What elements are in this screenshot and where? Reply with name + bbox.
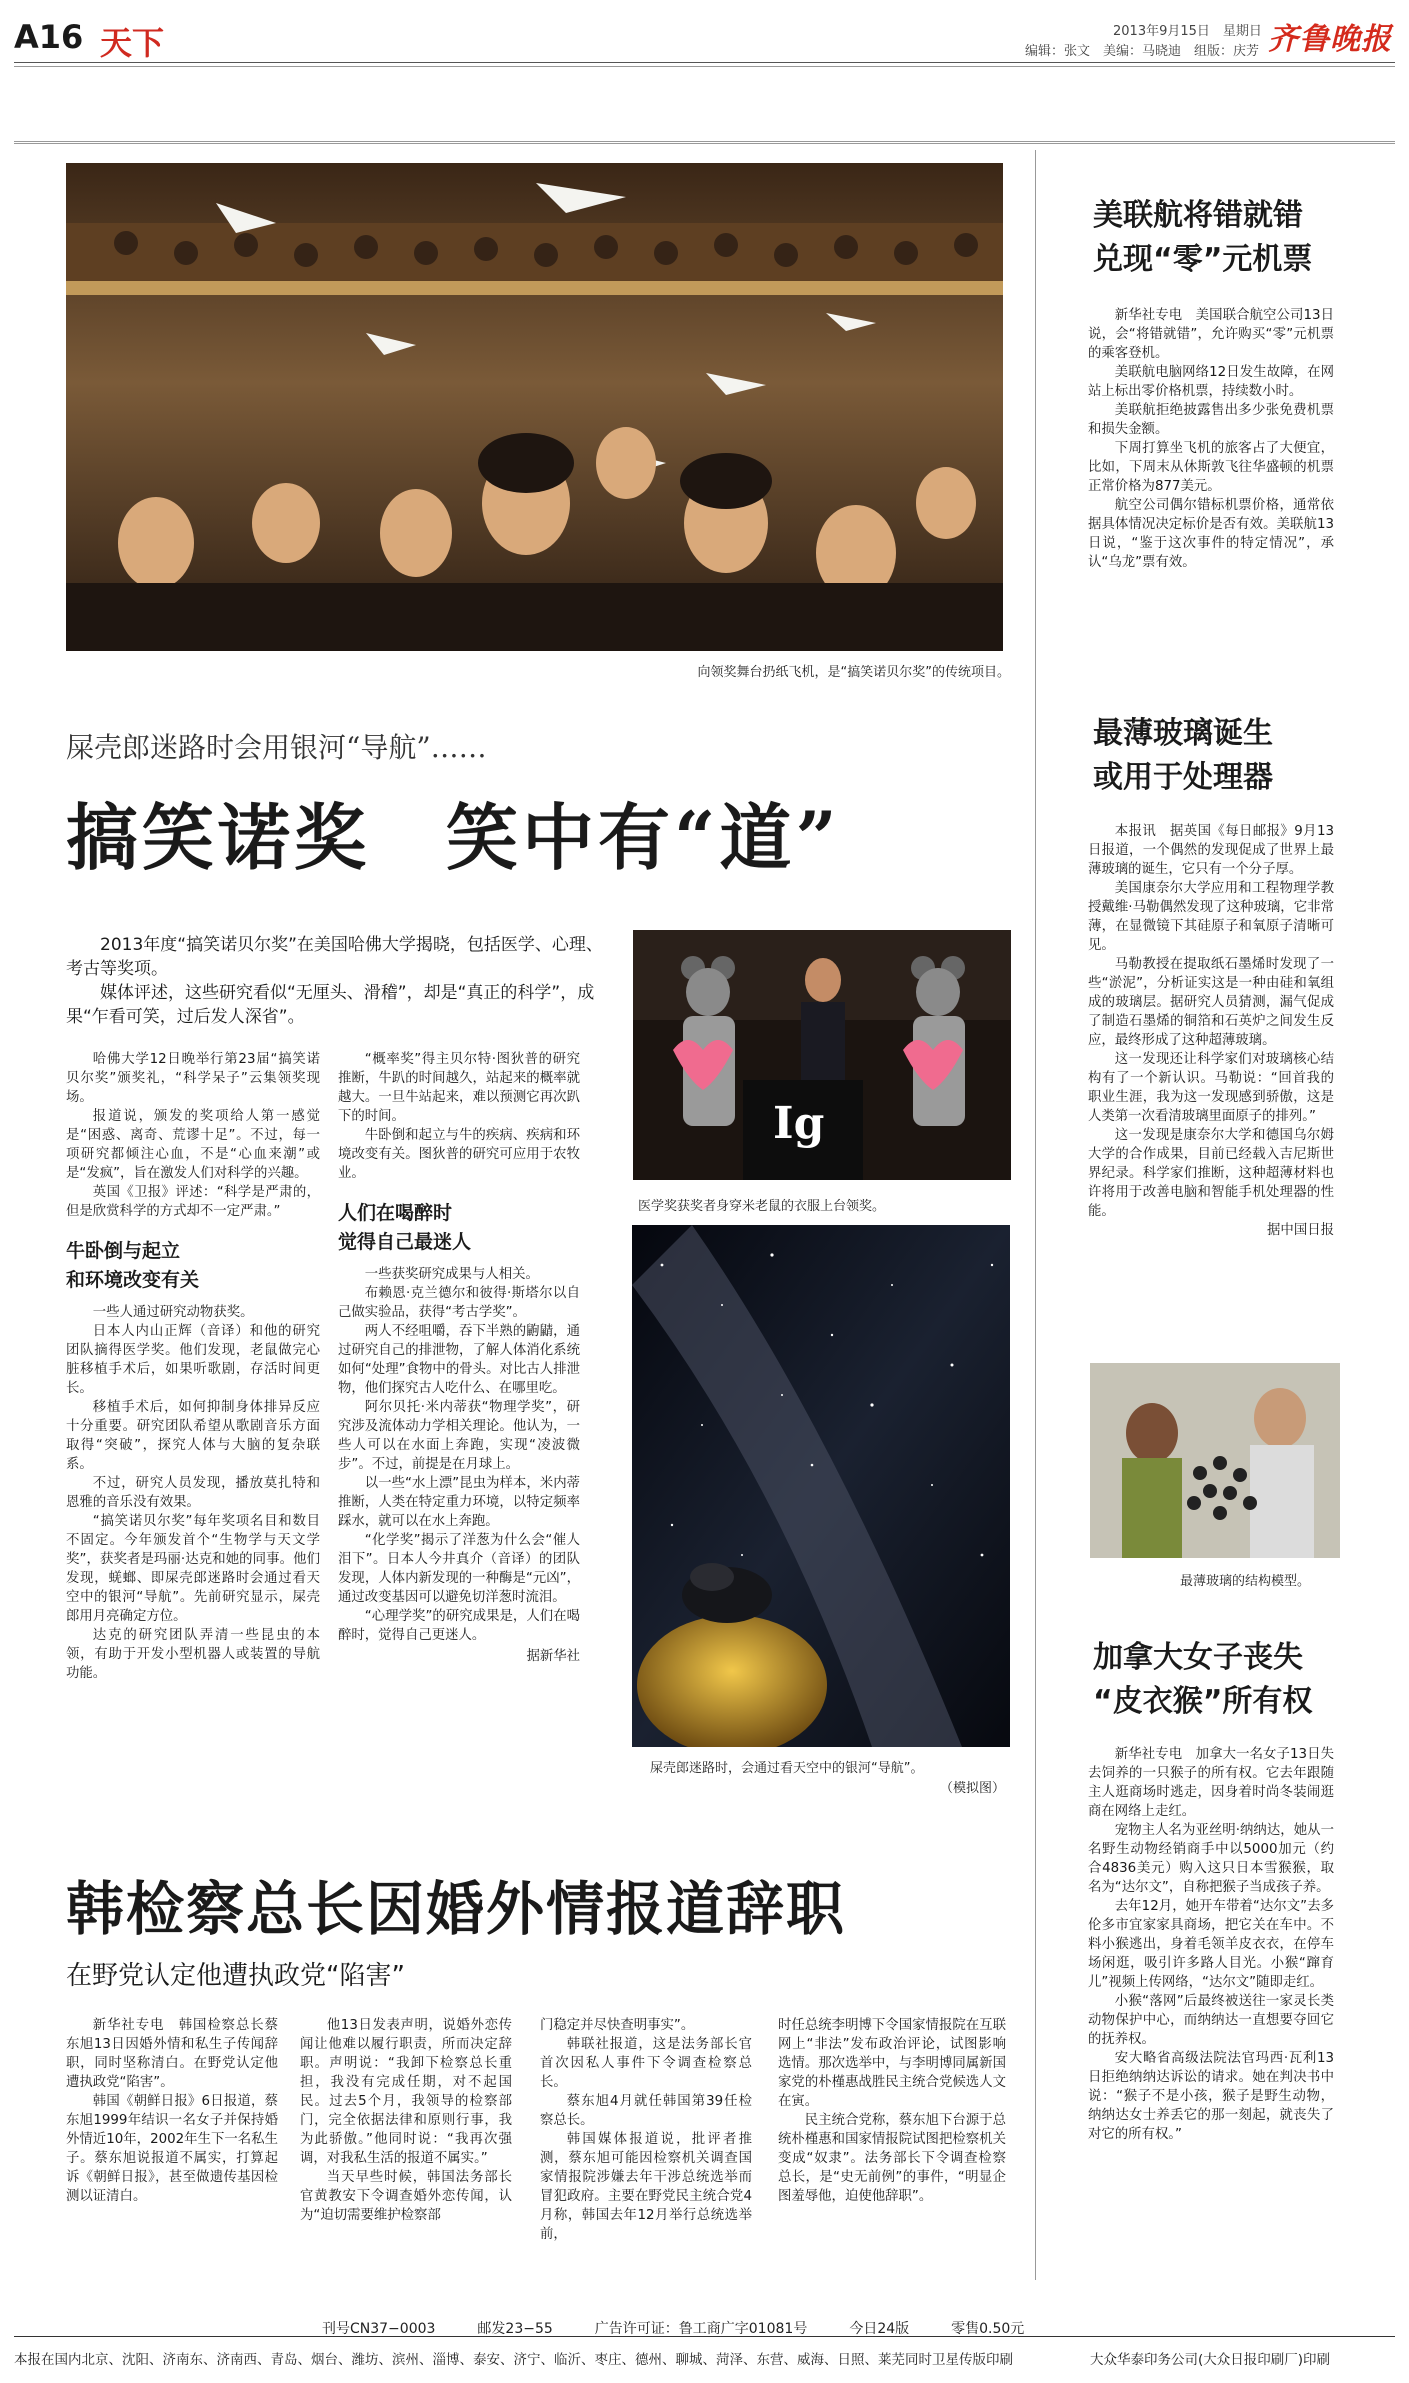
sidebar-story-2 — [1088, 822, 1334, 1240]
body-paragraph: 航空公司偶尔错标机票价格，通常依据具体情况决定标价是否有效。美联航13日说，“鉴于这次事件的特定情况”，承认“乌龙”票有效。 — [1088, 498, 1334, 570]
korea-headline: 韩检察总长因婚外情报道辞职 — [66, 1875, 847, 1943]
body-paragraph: “化学奖”揭示了洋葱为什么会“催人泪下”。日本人今井真介（音译）的团队发现，人体内新发现的一种酶是“元凶”，通过改变基因可以避免切洋葱时流泪。 — [338, 1533, 580, 1605]
body-paragraph: 民主统合党称，蔡东旭下台源于总统朴槿惠和国家情报院试图把检察机关变成“奴隶”。法务部长下令调查检察总长，是“史无前例”的事件，“明显企图羞辱他，迫使他辞职”。 — [778, 2113, 1006, 2204]
korea-subheadline: 在野党认定他遭执政党“陷害” — [66, 1961, 405, 1991]
section-title: 天下 — [100, 24, 165, 62]
sidebar-headline-3: 加拿大女子丧失 “皮衣猴”所有权 — [1093, 1640, 1313, 1719]
body-paragraph: “搞笑诺贝尔奖”每年奖项名目和数目不固定。今年颁发首个“生物学与天文学奖”，获奖者是玛丽·达克和她的同事。他们发现，蜣螂、即屎壳郎迷路时会通过看天空中的银河“导航”。先前研究显示，屎壳郎用月亮确定方位。 — [66, 1514, 320, 1624]
body-paragraph: 布赖恩·克兰德尔和彼得·斯塔尔以自己做实验品，获得“考古学奖”。 — [338, 1286, 580, 1320]
body-paragraph: 门稳定并尽快查明事实”。 — [540, 2018, 695, 2033]
byline: 据新华社 — [526, 1649, 580, 1664]
body-paragraph: 宠物主人名为亚丝明·纳纳达，她从一名野生动物经销商手中以5000加元（约合4836美元）购入这只日本雪猴猴，取名为“达尔文”，自称把猴子当成孩子养。 — [1088, 1823, 1334, 1895]
ig-logo: Ig — [773, 1098, 825, 1149]
body-paragraph: 当天早些时候，韩国法务部长官黄教安下令调查婚外恋传闻，认为“迫切需要维护检察部 — [300, 2170, 512, 2223]
main-photo-audience — [66, 163, 1003, 651]
header-rule — [14, 62, 1395, 63]
main-photo-caption-text: 向领奖舞台扔纸飞机，是“搞笑诺贝尔奖”的传统项目。 — [697, 665, 1010, 680]
footer-printing-sites: 本报在国内北京、沈阳、济南东、济南西、青岛、烟台、潍坊、滨州、淄博、泰安、济宁、临沂、枣庄、德州、聊城、菏泽、东营、威海、日照、莱芜同时卫星传版印刷 — [14, 2352, 1013, 2368]
lead-paragraph: 媒体评述，这些研究看似“无厘头、滑稽”，却是“真正的科学”，成果“乍看可笑，过后发人深省”。 — [66, 983, 595, 1027]
korea-column-2 — [300, 2016, 512, 2225]
glass-photo-caption: 最薄玻璃的结构模型。 — [1180, 1574, 1311, 1589]
audience-illustration — [66, 163, 1003, 651]
subheading: 牛卧倒与起立 和环境改变有关 — [66, 1240, 200, 1291]
body-paragraph: 新华社专电 美国联合航空公司13日说，会“将错就错”，允许购买“零”元机票的乘客登机。 — [1088, 308, 1334, 361]
footer-printer: 大众华泰印务公司(大众日报印刷厂)印刷 — [1090, 2352, 1331, 2368]
sidebar-headline-1: 美联航将错就错 兑现“零”元机票 — [1093, 198, 1313, 277]
body-paragraph: “概率奖”得主贝尔特·图狄普的研究推断，牛趴的时间越久，站起来的概率就越大。一旦牛站起来，难以预测它再次趴下的时间。 — [338, 1052, 580, 1124]
body-paragraph: 美联航拒绝披露售出多少张免费机票和损失金额。 — [1088, 403, 1334, 437]
body-paragraph: 马勒教授在提取纸石墨烯时发现了一些“淤泥”，分析证实这是一种由硅和氧组成的玻璃层。据研究人员猜测，漏气促成了制造石墨烯的铜箔和石英炉之间发生反应，最终形成了这种超薄玻璃。 — [1088, 957, 1334, 1048]
body-paragraph: 下周打算坐飞机的旅客占了大便宜，比如，下周末从休斯敦飞往华盛顿的机票正常价格为877美元。 — [1088, 441, 1334, 494]
korea-column-4 — [778, 2016, 1006, 2206]
page-number: A16 — [14, 18, 84, 56]
issue-date: 2013年9月15日 星期日 — [1113, 24, 1262, 39]
body-paragraph: 这一发现还让科学家们对玻璃核心结构有了一个新认识。马勒说：“回首我的职业生涯，我为这一发现感到骄傲，这是人类第一次看清玻璃里面原子的排列。” — [1088, 1052, 1334, 1124]
body-paragraph: 他13日发表声明，说婚外恋传闻让他难以履行职责，所而决定辞职。声明说：“我卸下检察总长重担，我没有完成任期，对不起国民。过去5个月，我领导的检察部门，完全依据法律和原则行事，我为此骄傲。”他同时说：“我再次强调，对我私生活的报道不属实。” — [300, 2018, 512, 2166]
body-paragraph: 不过，研究人员发现，播放莫扎特和恩雅的音乐没有效果。 — [66, 1476, 320, 1510]
main-headline: 搞笑诺奖 笑中有“道” — [66, 795, 841, 880]
sidebar-story-1 — [1088, 306, 1334, 572]
body-paragraph: 日本人内山正辉（音译）和他的研究团队摘得医学奖。他们发现，老鼠做完心脏移植手术后，如果听歌剧，存活时间更长。 — [66, 1324, 320, 1396]
sidebar-story-3 — [1088, 1745, 1334, 2144]
body-paragraph: 韩国《朝鲜日报》6日报道，蔡东旭1999年结识一名女子并保持婚外情近10年，2002年生下一名私生子。蔡东旭说报道不属实，打算起诉《朝鲜日报》，甚至做遗传基因检测以证清白。 — [66, 2094, 278, 2204]
galaxy-photo-caption: 屎壳郎迷路时，会通过看天空中的银河“导航”。 — [650, 1761, 924, 1776]
body-paragraph: 小猴“落网”后最终被送往一家灵长类动物保护中心，而纳纳达一直想要夺回它的抚养权。 — [1088, 1994, 1334, 2047]
subheading: 人们在喝醉时 觉得自己最迷人 — [338, 1202, 472, 1253]
body-paragraph: 本报讯 据英国《每日邮报》9月13日报道，一个偶然的发现促成了世界上最薄玻璃的诞生，它只有一个分子厚。 — [1088, 824, 1334, 877]
body-paragraph: 蔡东旭4月就任韩国第39任检察总长。 — [540, 2094, 752, 2128]
newspaper-logo: 齐鲁晚报 — [1268, 22, 1392, 57]
main-column-2 — [338, 1050, 580, 1666]
body-paragraph: 韩联社报道，这是法务部长官首次因私人事件下令调查检察总长。 — [540, 2037, 752, 2090]
byline: 据中国日报 — [1267, 1223, 1334, 1238]
body-paragraph: 两人不经咀嚼，吞下半熟的鼩鼱，通过研究自己的排泄物，了解人体消化系统如何“处理”食物中的骨头。对比古人排泄物，他们探究古人吃什么、在哪里吃。 — [338, 1324, 580, 1396]
section-rule — [14, 141, 1395, 144]
body-paragraph: 阿尔贝托·米内蒂获“物理学奖”，研究涉及流体动力学相关理论。他认为，一些人可以在水面上奔跑，实现“凌波微步”。不过，前提是在月球上。 — [338, 1400, 580, 1472]
editors-line: 编辑：张文 美编：马晓迪 组版：庆芳 — [1025, 44, 1260, 59]
lead-paragraph: 2013年度“搞笑诺贝尔奖”在美国哈佛大学揭晓，包括医学、心理、考古等奖项。 — [66, 935, 603, 979]
body-paragraph: 安大略省高级法院法官玛西·瓦利13日拒绝纳纳达诉讼的请求。她在判决书中说：“猴子不是小孩，猴子是野生动物，纳纳达女士养丢它的那一刻起，就丧失了对它的所有权。” — [1088, 2051, 1334, 2142]
body-paragraph: 英国《卫报》评述：“科学是严肃的，但是欣赏科学的方式却不一定严肃。” — [66, 1185, 320, 1219]
main-lead — [66, 933, 604, 1029]
body-paragraph: 韩国媒体报道说，批评者推测，蔡东旭可能因检察机关调查国家情报院涉嫌去年干涉总统选举而冒犯政府。主要在野党民主统合党4月称，韩国去年12月举行总统选举前， — [540, 2132, 752, 2242]
glass-model-photo — [1090, 1363, 1340, 1558]
body-paragraph: 时任总统李明博下令国家情报院在互联网上“非法”发布政治评论，试图影响选情。那次选举中，与李明博同属新国家党的朴槿惠战胜民主统合党候选人文在寅。 — [778, 2018, 1006, 2109]
footer-registration: 刊号CN37−0003 邮发23−55 广告许可证：鲁工商广字01081号 今日24版 零售0.50元 — [322, 2321, 1025, 2337]
body-paragraph: 美国康奈尔大学应用和工程物理学教授戴维·马勒偶然发现了这种玻璃，它非常薄，在显微镜下其硅原子和氧原子清晰可见。 — [1088, 881, 1334, 953]
glass-model-illustration — [1090, 1363, 1340, 1558]
body-paragraph: 新华社专电 韩国检察总长蔡东旭13日因婚外情和私生子传闻辞职，同时坚称清白。在野党认定他遭执政党“陷害”。 — [66, 2018, 278, 2090]
header-rule-thin — [14, 66, 1395, 67]
stage-photo — [633, 930, 1011, 1180]
body-paragraph: 一些人通过研究动物获奖。 — [92, 1305, 254, 1320]
body-paragraph: 去年12月，她开车带着“达尔文”去多伦多市宜家家具商场，把它关在车中。不料小猴逃出，身着毛领羊皮衣衣，在停车场闲逛，吸引许多路人目光。小猴“蹿育儿”视频上传网络，“达尔文”随即走红。 — [1088, 1899, 1334, 1990]
body-paragraph: “心理学奖”的研究成果是，人们在喝醉时，觉得自己更迷人。 — [338, 1609, 580, 1643]
beetle-galaxy-photo — [632, 1225, 1010, 1747]
galaxy-illustration — [632, 1225, 1010, 1747]
korea-column-3 — [540, 2016, 752, 2244]
main-column-1 — [66, 1050, 320, 1683]
body-paragraph: 以一些“水上漂”昆虫为样本，米内蒂推断，人类在特定重力环境，以特定频率踩水，就可以在水上奔跑。 — [338, 1476, 580, 1529]
main-kicker: 屎壳郎迷路时会用银河“导航”…… — [66, 731, 487, 764]
korea-column-1 — [66, 2016, 278, 2206]
body-paragraph: 新华社专电 加拿大一名女子13日失去饲养的一只猴子的所有权。它去年跟随主人逛商场时逃走，因身着时尚冬装闹逛商在网络上走红。 — [1088, 1747, 1334, 1819]
body-paragraph: 移植手术后，如何抑制身体排异反应十分重要。研究团队希望从歌剧音乐方面取得“突破”，探究人体与大脑的复杂联系。 — [66, 1400, 320, 1472]
galaxy-photo-note: （模拟图） — [940, 1781, 1006, 1796]
body-paragraph: 牛卧倒和起立与牛的疾病、疾病和环境改变有关。图狄普的研究可应用于农牧业。 — [338, 1128, 580, 1181]
sidebar-headline-2: 最薄玻璃诞生 或用于处理器 — [1093, 716, 1273, 795]
body-paragraph: 美联航电脑网络12日发生故障，在网站上标出零价格机票，持续数小时。 — [1088, 365, 1334, 399]
stage-photo-caption: 医学奖获奖者身穿米老鼠的衣服上台领奖。 — [638, 1199, 886, 1214]
body-paragraph: 达克的研究团队弄清一些昆虫的本领，有助于开发小型机器人或装置的导航功能。 — [66, 1628, 320, 1681]
body-paragraph: 报道说，颁发的奖项给人第一感觉是“困惑、离奇、荒谬十足”。不过，每一项研究都倾注心血，不是“心血来潮”或是“发疯”，旨在激发人们对科学的兴趣。 — [66, 1109, 320, 1181]
body-paragraph: 这一发现是康奈尔大学和德国乌尔姆大学的合作成果，目前已经载入吉尼斯世界纪录。科学家们推断，这种超薄材料也许将用于改善电脑和智能手机处理器的性能。 — [1088, 1128, 1334, 1219]
column-divider — [1035, 150, 1036, 2280]
body-paragraph: 哈佛大学12日晚举行第23届“搞笑诺贝尔奖”颁奖礼，“科学呆子”云集领奖现场。 — [66, 1052, 320, 1105]
body-paragraph: 一些获奖研究成果与人相关。 — [364, 1267, 539, 1282]
